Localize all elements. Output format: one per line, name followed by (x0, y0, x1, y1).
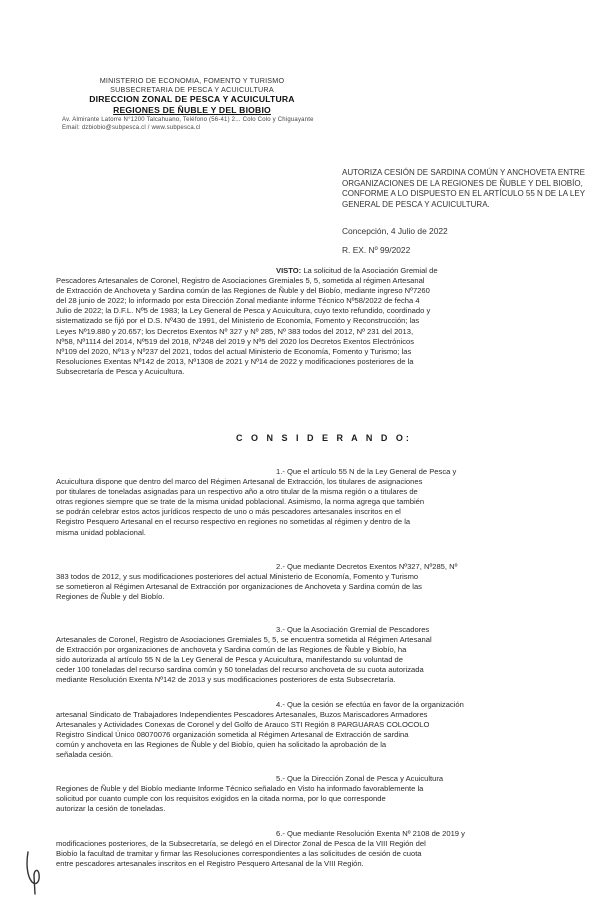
paragraph-line: 1.- Que el artículo 55 N de la Ley General de Pesca y (276, 467, 457, 476)
document-date: Concepción, 4 Julio de 2022 (342, 226, 448, 236)
address-line-2: Email: dzbiobio@subpesca.cl / www.subpesca.cl (62, 125, 201, 131)
visto-line: sistematizado se fijó por el D.S. Nº430 de 1991, del Ministerio de Economía, Fomento y Reconstrucción; las (56, 316, 420, 326)
visto-label: VISTO: (276, 266, 302, 275)
paragraph-line: Artesanales y Actividades Conexas de Coronel y del Golfo de Arauco STI Región 8 PARGUARAS COLOCOLO (56, 720, 430, 730)
paragraph-line: 3.- Que la Asociación Gremial de Pescadores (276, 625, 430, 634)
paragraph-line: Artesanales de Coronel, Registro de Asociaciones Gremiales 5, 5, se encuentra sometida al Régimen Artesanal (56, 635, 432, 645)
considerando-2 (56, 562, 524, 602)
considerando-4 (56, 700, 524, 761)
visto-line: Leyes Nº19.880 y 20.657; los Decretos Exentos Nº 327 y Nº 285, Nº 383 todos del 2012, Nº 231 del 2013, (56, 326, 414, 336)
ministry-line: MINISTERIO DE ECONOMIA, FOMENTO Y TURISMO (99, 76, 285, 85)
paragraph-line: señalada cesión. (56, 750, 113, 760)
paragraph-line: entre pescadores artesanales inscritos en el Registro Pesquero Artesanal de la VIII Región. (56, 859, 364, 869)
paragraph-line: modificaciones posteriores, de la Subsecretaría, se delegó en el Director Zonal de Pesca de la VIII Región del (56, 839, 426, 849)
considerando-6 (56, 829, 524, 869)
reference-line: ORGANIZACIONES DE LA REGIONES DE ÑUBLE Y DEL BIOBÍO, (342, 178, 583, 188)
paragraph-line: misma unidad poblacional. (56, 527, 146, 537)
subsecretaria-line: SUBSECRETARIA DE PESCA Y ACUICULTURA (110, 85, 274, 94)
visto-line: Nº58, Nº1114 del 2014, Nº519 del 2018, Nº248 del 2019 y Nº5 del 2020 los Decretos Exentos Electrónicos (56, 336, 415, 346)
paragraph-line: Registro Pesquero Artesanal en el recurso respectivo en regiones no sometidas al régimen y dentro de la (56, 517, 411, 527)
paragraph-line: 5.- Que la Dirección Zonal de Pesca y Acuicultura (276, 774, 444, 783)
reference-line: GENERAL DE PESCA Y ACUICULTURA. (342, 199, 490, 209)
paragraph-line: Registro Sindical Único 08070076 organización sometida al Régimen Artesanal de Extracción de sardina (56, 730, 409, 740)
visto-section (56, 266, 524, 377)
paragraph-line: ceder 100 toneladas del recurso sardina común y 50 toneladas del recurso anchoveta de su cuota autorizada (56, 665, 424, 675)
considerando-3 (56, 625, 524, 686)
reference-line: AUTORIZA CESIÓN DE SARDINA COMÚN Y ANCHOVETA ENTRE (342, 168, 586, 177)
paragraph-line: por titulares de toneladas asignadas para un respectivo año a otro titular de la misma región o a titulares de (56, 487, 418, 497)
paragraph-line: 383 todos de 2012, y sus modificaciones posteriores del actual Ministerio de Economía, Fomento y Turismo (56, 572, 419, 582)
visto-line: Subsecretaría de Pesca y Acuicultura. (56, 366, 185, 376)
resolution-number: R. EX. Nº 99/2022 (342, 245, 411, 255)
considerando-heading: C O N S I D E R A N D O: (236, 433, 412, 443)
visto-line: Pescadores Artesanales de Coronel, Registro de Asociaciones Gremiales 5, 5, sometida al régimen Artesanal (56, 276, 425, 286)
direccion-zonal-title: DIRECCION ZONAL DE PESCA Y ACUICULTURA (89, 94, 295, 104)
paragraph-line: 2.- Que mediante Decretos Exentos Nº327, Nº285, Nº (276, 562, 458, 571)
paragraph-line: Biobío la facultad de tramitar y firmar las Resoluciones correspondientes a las solicitudes de cesión de cuota (56, 849, 422, 859)
paragraph-line: Regiones de Ñuble y del Biobío. (56, 592, 165, 602)
paragraph-line: 4.- Que la cesión se efectúa en favor de la organización (276, 700, 464, 709)
considerando-1 (56, 467, 524, 538)
paragraph-line: 6.- Que mediante Resolución Exenta Nº 2108 de 2019 y (276, 829, 465, 838)
paragraph-line: sido autorizada al artículo 55 N de la Ley General de Pesca y Acuicultura, manifestando su voluntad de (56, 655, 403, 665)
paragraph-line: se podrán celebrar estos actos jurídicos respecto de uno o más pescadores artesanales inscritos en el (56, 507, 401, 517)
considerando-5 (56, 774, 524, 814)
paragraph-line: solicitud por cuanto cumple con los requisitos exigidos en la citada norma, por lo que corresponde (56, 794, 386, 804)
visto-line: Julio de 2022; la D.F.L. Nº5 de 1983; la Ley General de Pesca y Acuicultura, cuyo texto refundido, coordinado y (56, 306, 431, 316)
paragraph-line: común y anchoveta en las Regiones de Ñuble y del Biobío, quien ha solicitado la aprobación de la (56, 740, 387, 750)
paragraph-line: Regiones de Ñuble y del Biobío mediante Informe Técnico señalado en Visto ha informado favorablemente la (56, 784, 424, 794)
visto-line: del 28 junio de 2022; lo informado por esta Dirección Zonal mediante informe Técnico Nº58/2022 de fecha 4 (56, 296, 420, 306)
visto-first-line: VISTO: La solicitud de la Asociación Gremial de (276, 266, 438, 275)
paragraph-line: Acuicultura dispone que dentro del marco del Régimen Artesanal de Extracción, los titulares de asignaciones (56, 477, 423, 487)
resolution-reference (342, 168, 586, 210)
address-line-1: Av. Almirante Latorre N°1200 Talcahuano, Teléfono (56-41) 2... Colo Colo y Chiguayante (62, 117, 314, 123)
regiones-title: REGIONES DE ÑUBLE Y DEL BIOBIO (113, 105, 271, 115)
letterhead (62, 76, 322, 132)
paragraph-line: mediante Resolución Exenta Nº142 de 2013 y sus modificaciones posteriores de esta Subsecretaría. (56, 675, 396, 685)
visto-line: Nº109 del 2020, Nº13 y Nº237 del 2021, todos del actual Ministerio de Economía, Fomento y Turismo; las (56, 346, 412, 356)
visto-line: de Extracción de Anchoveta y Sardina común de las Regiones de Ñuble y del Biobío, mediante ingreso Nº7260 (56, 286, 430, 296)
paragraph-line: de Extracción por organizaciones de anchoveta y Sardina común de las Regiones de Ñuble y Biobío, ha (56, 645, 407, 655)
paragraph-line: otras regiones siempre que se trate de la misma unidad poblacional. Asimismo, la norma agrega que también (56, 497, 425, 507)
paragraph-line: autorizar la cesión de toneladas. (56, 804, 166, 814)
paragraph-line: se sometieron al Régimen Artesanal de Extracción por organizaciones de Anchoveta y Sardina común de las (56, 582, 422, 592)
reference-line: CONFORME A LO DISPUESTO EN EL ARTÍCULO 55 N DE LA LEY (342, 189, 586, 199)
visto-line: Resoluciones Exentas Nº142 de 2013, Nº1308 de 2021 y Nº14 de 2022 y modificaciones posteriores de la (56, 356, 414, 366)
handwritten-initial-mark (22, 848, 46, 896)
paragraph-line: artesanal Sindicato de Trabajadores Independientes Pescadores Artesanales, Buzos Mariscadores Armadores (56, 710, 428, 720)
